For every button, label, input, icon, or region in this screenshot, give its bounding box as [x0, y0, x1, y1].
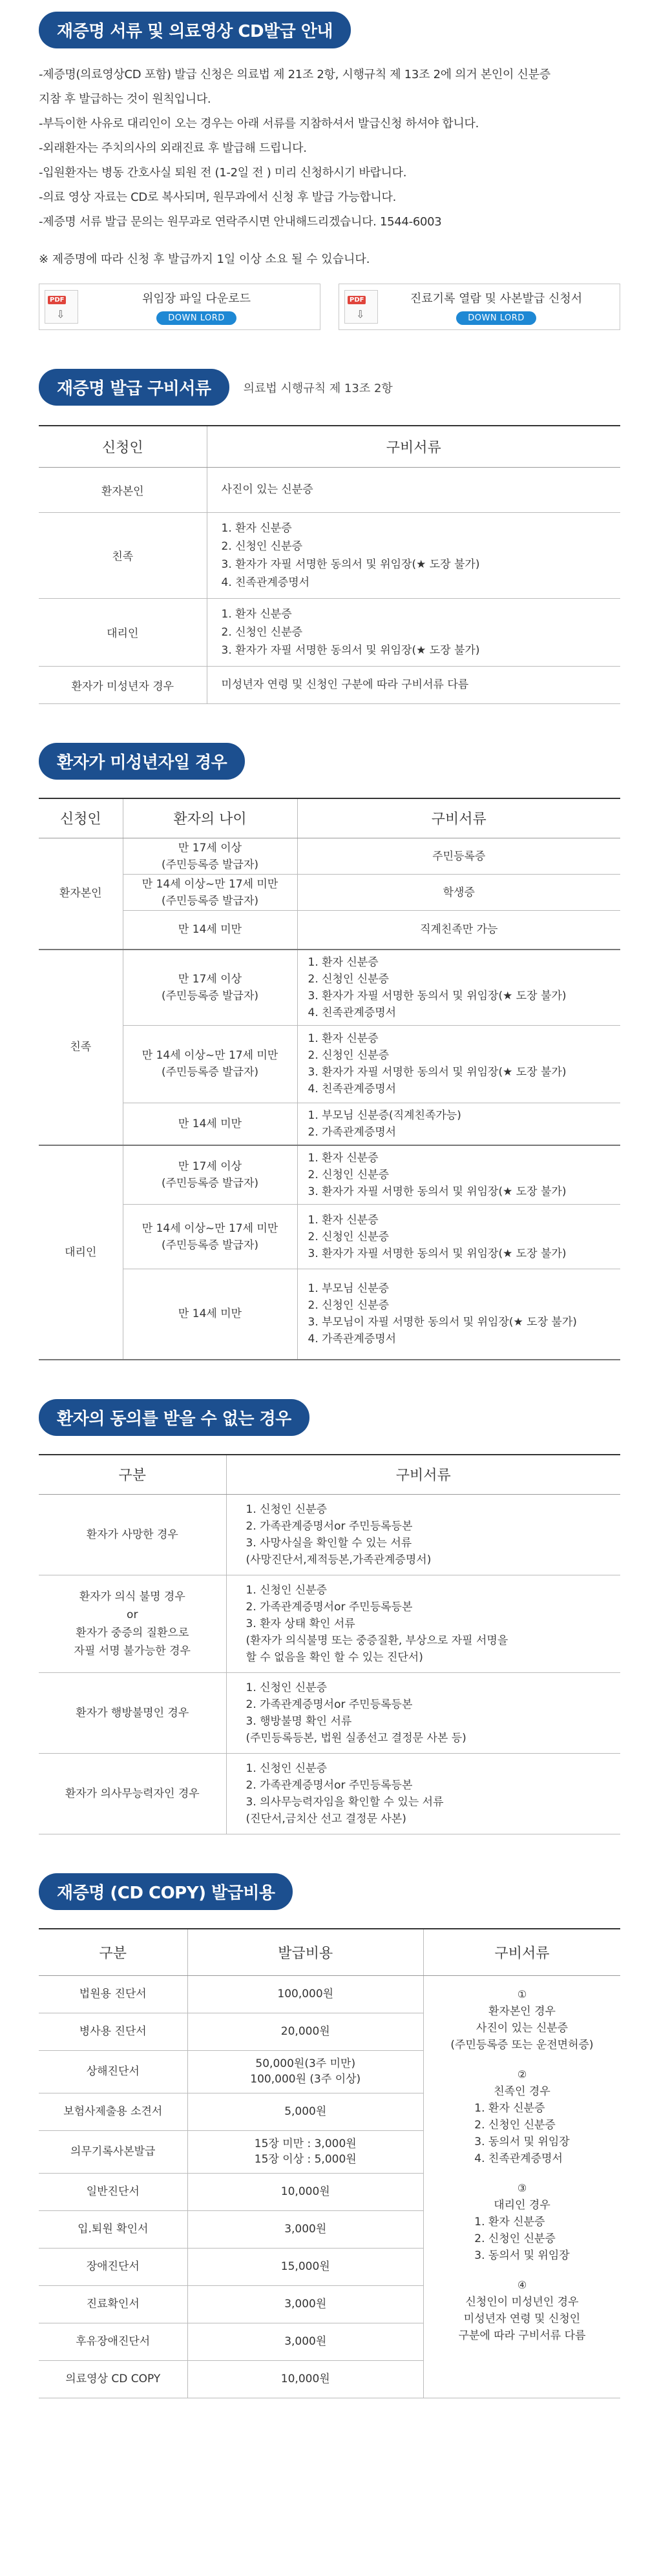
doc-line: (사망진단서,제적등본,가족관계증명서) — [246, 1553, 432, 1566]
table-header: 신청인 — [39, 426, 207, 467]
case-line: 환자가 의식 불명 경우 — [79, 1590, 185, 1603]
section-title: 재증명 발급 구비서류 — [39, 369, 229, 406]
docs-list-item: 2. 신청인 신분증 — [474, 2232, 556, 2245]
docs-cell — [207, 598, 620, 666]
required-docs-table — [39, 425, 620, 704]
age-line: (주민등록증 발급자) — [161, 1176, 259, 1190]
doc-line: 1. 신청인 신분증 — [246, 1681, 328, 1694]
age-cell — [123, 1025, 297, 1103]
doc-line: 직계친족만 가능 — [420, 923, 498, 937]
intro-line: -외래환자는 주치의사의 외래진료 후 발급해 드립니다. — [39, 141, 307, 155]
fee-line: 5,000원 — [284, 2105, 327, 2118]
age-line: 만 14세 이상~만 17세 미만 — [141, 1221, 278, 1235]
fee-line: 20,000원 — [280, 2025, 330, 2038]
age-line: 만 17세 이상 — [178, 841, 242, 855]
doc-line: 4. 친족관계증명서 — [221, 576, 310, 589]
case-line: 환자가 사망한 경우 — [86, 1528, 178, 1541]
fee-cell — [187, 2093, 424, 2130]
docs-block — [429, 2180, 615, 2264]
section-subtitle: 의료법 시행규칙 제 13조 2항 — [243, 381, 393, 395]
table-header: 구비서류 — [297, 798, 620, 838]
age-line: 만 14세 이상~만 17세 미만 — [141, 1049, 278, 1062]
case-line: 환자가 중증의 질환으로 — [76, 1626, 189, 1639]
fee-table — [39, 1928, 424, 2398]
doc-line: 사진이 있는 신분증 — [221, 483, 313, 496]
download-link[interactable] — [39, 284, 320, 330]
docs-cell — [297, 1103, 620, 1145]
docs-list-item: 1. 환자 신분증 — [474, 2216, 545, 2228]
docs-line: 구분에 따라 구비서류 다름 — [458, 2329, 586, 2342]
intro-line: -제증명 서류 발급 문의는 원무과로 연락주시면 안내해드리겠습니다. 1544-6003 — [39, 215, 442, 229]
table-row — [39, 2013, 424, 2050]
docs-cell — [297, 911, 620, 950]
doc-line: 2. 가족관계증명서or 주민등록등본 — [246, 1601, 413, 1614]
minor-docs-table — [39, 798, 620, 1360]
doc-line: 2. 신청인 신분증 — [308, 1049, 390, 1062]
doc-name-cell: 상해진단서 — [39, 2050, 187, 2093]
docs-cell — [226, 1673, 620, 1754]
age-line: (주민등록증 발급자) — [161, 858, 259, 871]
doc-line: 3. 환자가 자필 서명한 동의서 및 위임장(★ 도장 불가) — [221, 557, 480, 571]
docs-cell — [207, 467, 620, 512]
case-cell — [39, 1673, 226, 1754]
pdf-icon: PDF ⇩ — [45, 290, 78, 324]
section-intro — [39, 12, 620, 330]
fee-line: 15,000원 — [280, 2260, 330, 2273]
notice-text: ※ 제증명에 따라 신청 후 발급까지 1일 이상 소요 될 수 있습니다. — [39, 253, 370, 266]
docs-line: 사진이 있는 신분증 — [476, 2022, 569, 2035]
doc-line: 4. 친족관계증명서 — [308, 1083, 397, 1096]
docs-list-item: 3. 동의서 및 위임장 — [474, 2249, 570, 2262]
doc-line: 주민등록증 — [432, 849, 486, 863]
doc-line: (환자가 의식불명 또는 중증질환, 부상으로 자필 서명을 — [246, 1634, 508, 1647]
case-line: or — [127, 1608, 138, 1621]
doc-line: 할 수 없음을 확인 할 수 있는 진단서) — [246, 1651, 423, 1664]
docs-cell — [207, 512, 620, 598]
age-line: (주민등록증 발급자) — [161, 1066, 259, 1079]
docs-block — [429, 2066, 615, 2167]
docs-list-item: 3. 동의서 및 위임장 — [474, 2135, 570, 2148]
table-header: 구비서류 — [424, 1929, 620, 1976]
doc-line: 2. 가족관계증명서 — [308, 1125, 397, 1139]
doc-line: 2. 신청인 신분증 — [308, 972, 390, 986]
docs-block — [429, 2277, 615, 2344]
table-row — [39, 1269, 620, 1360]
fee-docs-panel — [424, 1928, 620, 2398]
fee-line: 3,000원 — [284, 2298, 327, 2311]
doc-name-cell: 보험사제출용 소견서 — [39, 2093, 187, 2130]
docs-line: 환자본인 경우 — [488, 2005, 556, 2018]
fee-line: 3,000원 — [284, 2335, 327, 2348]
table-row — [39, 2323, 424, 2360]
age-cell — [123, 1145, 297, 1205]
doc-line: 2. 신청인 신분증 — [308, 1230, 390, 1243]
doc-line: 4. 친족관계증명서 — [308, 1006, 397, 1019]
age-cell — [123, 1205, 297, 1269]
table-row — [39, 2360, 424, 2398]
doc-name-cell: 후유장애진단서 — [39, 2323, 187, 2360]
docs-list — [474, 2100, 569, 2167]
docs-number: ④ — [517, 2279, 527, 2291]
doc-line: 1. 부모님 신분증 — [308, 1282, 390, 1296]
table-row — [39, 1975, 424, 2013]
download-row — [39, 284, 620, 330]
doc-name-cell: 진료확인서 — [39, 2285, 187, 2323]
fee-line: 10,000원 — [280, 2185, 330, 2198]
age-line: (주민등록증 발급자) — [161, 1238, 259, 1252]
intro-line: -의료 영상 자료는 CD로 복사되며, 원무과에서 신청 후 발급 가능합니다. — [39, 191, 397, 204]
table-row — [39, 1205, 620, 1269]
table-row — [39, 467, 620, 512]
docs-cell — [297, 1145, 620, 1205]
fee-cell — [187, 2013, 424, 2050]
age-cell — [123, 875, 297, 911]
age-line: 만 17세 이상 — [178, 1159, 242, 1173]
fee-line: 3,000원 — [284, 2223, 327, 2236]
table-row — [39, 911, 620, 950]
doc-name-cell: 일반진단서 — [39, 2173, 187, 2210]
doc-line: 2. 신청인 신분증 — [308, 1299, 390, 1313]
docs-cell — [297, 838, 620, 875]
age-line: (주민등록증 발급자) — [161, 989, 259, 1002]
case-line: 환자가 행방불명인 경우 — [76, 1707, 189, 1719]
doc-line: 2. 가족관계증명서or 주민등록등본 — [246, 1520, 413, 1533]
download-text — [78, 289, 315, 325]
section-fees — [39, 1873, 620, 2398]
doc-line: 3. 행방불명 확인 서류 — [246, 1715, 352, 1728]
fee-line: 100,000원 — [277, 1988, 334, 2000]
docs-cell — [297, 875, 620, 911]
applicant-cell: 친족 — [39, 512, 207, 598]
fee-cell — [187, 2050, 424, 2093]
case-cell — [39, 1754, 226, 1834]
download-label: 위임장 파일 다운로드 — [142, 291, 251, 306]
section-title: 재증명 (CD COPY) 발급비용 — [39, 1873, 293, 1910]
table-row — [39, 1103, 620, 1145]
docs-list — [474, 2214, 569, 2264]
doc-line: 2. 가족관계증명서or 주민등록등본 — [246, 1779, 413, 1792]
intro-line: 지참 후 발급하는 것이 원칙입니다. — [39, 92, 211, 106]
download-text — [378, 289, 614, 325]
table-row — [39, 1673, 620, 1754]
table-row — [39, 1754, 620, 1834]
fee-line: 100,000원 (3주 이상) — [250, 2073, 361, 2086]
docs-list-item: 1. 환자 신분증 — [474, 2102, 545, 2115]
fee-line: 50,000원(3주 미만) — [255, 2057, 356, 2070]
section-title: 환자가 미성년자일 경우 — [39, 743, 245, 780]
table-row — [39, 2210, 424, 2248]
docs-number: ② — [517, 2068, 527, 2081]
intro-text — [39, 63, 620, 234]
docs-cell — [226, 1575, 620, 1673]
case-line: 환자가 의사무능력자인 경우 — [65, 1787, 200, 1800]
doc-line: 4. 가족관계증명서 — [308, 1333, 397, 1346]
fee-cell — [187, 2210, 424, 2248]
doc-line: 1. 환자 신분증 — [221, 521, 292, 535]
doc-name-cell: 병사용 진단서 — [39, 2013, 187, 2050]
doc-line: (진단서,금치산 선고 결정문 사본) — [246, 1813, 406, 1825]
docs-cell — [207, 666, 620, 703]
table-header: 구비서류 — [226, 1455, 620, 1495]
docs-list-item: 2. 신청인 신분증 — [474, 2119, 556, 2132]
docs-cell — [297, 1205, 620, 1269]
section-title: 환자의 동의를 받을 수 없는 경우 — [39, 1399, 309, 1436]
table-header: 구분 — [39, 1929, 187, 1975]
doc-name-cell: 의무기록사본발급 — [39, 2130, 187, 2173]
age-cell — [123, 950, 297, 1026]
age-line: 만 14세 미만 — [178, 923, 242, 937]
doc-line: 3. 환자가 자필 서명한 동의서 및 위임장(★ 도장 불가) — [308, 1185, 567, 1198]
doc-name-cell: 의료영상 CD COPY — [39, 2360, 187, 2398]
doc-line: 3. 환자가 자필 서명한 동의서 및 위임장(★ 도장 불가) — [308, 1066, 567, 1079]
table-header: 구분 — [39, 1455, 226, 1495]
table-row — [39, 2173, 424, 2210]
docs-number: ① — [517, 1988, 527, 2000]
case-cell — [39, 1495, 226, 1575]
doc-line: 1. 환자 신분증 — [308, 1213, 379, 1227]
download-button[interactable]: DOWN LORD — [156, 311, 236, 325]
applicant-cell: 환자본인 — [39, 838, 123, 950]
case-line: 자필 서명 불가능한 경우 — [74, 1645, 191, 1657]
doc-line: 3. 부모님이 자필 서명한 동의서 및 위임장(★ 도장 불가) — [308, 1316, 577, 1329]
fee-cell — [187, 2173, 424, 2210]
docs-line: 신청인이 미성년인 경우 — [465, 2296, 579, 2309]
intro-line: -부득이한 사유로 대리인이 오는 경우는 아래 서류를 지참하셔서 발급신청 하셔야 합니다. — [39, 117, 479, 130]
doc-line: 1. 환자 신분증 — [221, 607, 292, 621]
section-no-consent — [39, 1399, 620, 1835]
table-row — [39, 950, 620, 1026]
doc-line: 미성년자 연령 및 신청인 구분에 따라 구비서류 다름 — [221, 678, 469, 691]
docs-cell — [226, 1495, 620, 1575]
docs-cell — [226, 1754, 620, 1834]
fee-line: 15장 이상 : 5,000원 — [254, 2153, 357, 2166]
intro-line: -입원환자는 병동 간호사실 퇴원 전 (1-2일 전 ) 미리 신청하시기 바랍니다. — [39, 166, 407, 180]
download-button[interactable]: DOWN LORD — [456, 311, 536, 325]
applicant-cell: 환자가 미성년자 경우 — [39, 666, 207, 703]
docs-cell — [297, 1269, 620, 1360]
section-title: 재증명 서류 및 의료영상 CD발급 안내 — [39, 12, 351, 48]
section-required-docs — [39, 369, 620, 704]
doc-line: 3. 환자가 자필 서명한 동의서 및 위임장(★ 도장 불가) — [221, 643, 480, 657]
table-row — [39, 875, 620, 911]
doc-line: 3. 환자가 자필 서명한 동의서 및 위임장(★ 도장 불가) — [308, 1247, 567, 1260]
docs-line: 대리인 경우 — [494, 2199, 550, 2212]
fee-line: 15장 미만 : 3,000원 — [254, 2137, 357, 2150]
doc-line: 2. 신청인 신분증 — [221, 625, 303, 639]
table-header: 발급비용 — [187, 1929, 424, 1975]
doc-name-cell: 입.퇴원 확인서 — [39, 2210, 187, 2248]
doc-line: 3. 환자가 자필 서명한 동의서 및 위임장(★ 도장 불가) — [308, 989, 567, 1002]
doc-line: (주민등록등본, 법원 실종선고 결정문 사본 등) — [246, 1732, 466, 1745]
docs-number: ③ — [517, 2182, 527, 2194]
table-header: 신청인 — [39, 798, 123, 838]
docs-list-item: 4. 친족관계증명서 — [474, 2152, 563, 2165]
download-link[interactable] — [339, 284, 620, 330]
table-row — [39, 838, 620, 875]
table-header: 환자의 나이 — [123, 798, 297, 838]
case-cell — [39, 1575, 226, 1673]
doc-line: 1. 환자 신분증 — [308, 1151, 379, 1165]
applicant-cell: 환자본인 — [39, 467, 207, 512]
no-consent-table — [39, 1454, 620, 1835]
table-row — [39, 2050, 424, 2093]
age-line: 만 14세 이상~만 17세 미만 — [141, 877, 278, 891]
age-cell — [123, 911, 297, 950]
age-cell — [123, 838, 297, 875]
fee-cell — [187, 2360, 424, 2398]
table-row — [39, 2130, 424, 2173]
doc-line: 2. 신청인 신분증 — [221, 539, 303, 553]
age-cell — [123, 1103, 297, 1145]
age-line: 만 14세 미만 — [178, 1117, 242, 1130]
doc-line: 3. 의사무능력자임을 확인할 수 있는 서류 — [246, 1796, 444, 1809]
doc-line: 1. 부모님 신분증(직계친족가능) — [308, 1108, 461, 1122]
docs-cell — [297, 1025, 620, 1103]
doc-line: 1. 환자 신분증 — [308, 1032, 379, 1045]
doc-line: 1. 환자 신분증 — [308, 955, 379, 969]
table-row — [39, 512, 620, 598]
doc-line: 1. 신청인 신분증 — [246, 1762, 328, 1775]
docs-block — [429, 1986, 615, 2053]
docs-line: (주민등록증 또는 운전면허증) — [450, 2039, 594, 2051]
table-row — [39, 2285, 424, 2323]
applicant-cell: 대리인 — [39, 598, 207, 666]
age-line: 만 17세 이상 — [178, 972, 242, 986]
table-row — [39, 2093, 424, 2130]
doc-line: 1. 신청인 신분증 — [246, 1584, 328, 1597]
table-row — [39, 1025, 620, 1103]
docs-line: 미성년자 연령 및 신청인 — [463, 2312, 581, 2325]
doc-name-cell: 장애진단서 — [39, 2248, 187, 2285]
docs-line: 친족인 경우 — [494, 2085, 550, 2098]
table-row — [39, 666, 620, 703]
doc-line: 3. 사망사실을 확인할 수 있는 서류 — [246, 1537, 412, 1550]
doc-line: 1. 신청인 신분증 — [246, 1503, 328, 1516]
doc-line: 2. 신청인 신분증 — [308, 1168, 390, 1181]
doc-line: 2. 가족관계증명서or 주민등록등본 — [246, 1698, 413, 1711]
table-row — [39, 2248, 424, 2285]
age-line: 만 14세 미만 — [178, 1307, 242, 1321]
applicant-cell: 친족 — [39, 950, 123, 1145]
download-label: 진료기록 열람 및 사본발급 신청서 — [410, 291, 583, 306]
age-cell — [123, 1269, 297, 1360]
pdf-icon: PDF ⇩ — [344, 290, 378, 324]
table-header: 구비서류 — [207, 426, 620, 467]
table-row — [39, 1575, 620, 1673]
fee-cell — [187, 1975, 424, 2013]
docs-cell — [297, 950, 620, 1026]
section-minor — [39, 743, 620, 1360]
fee-cell — [187, 2323, 424, 2360]
doc-line: 3. 환자 상태 확인 서류 — [246, 1617, 355, 1630]
fee-cell — [187, 2248, 424, 2285]
fee-line: 10,000원 — [280, 2373, 330, 2385]
table-row — [39, 1495, 620, 1575]
fee-cell — [187, 2130, 424, 2173]
table-row — [39, 598, 620, 666]
age-line: (주민등록증 발급자) — [161, 894, 259, 908]
applicant-cell: 대리인 — [39, 1145, 123, 1360]
fee-cell — [187, 2285, 424, 2323]
intro-line: -제증명(의료영상CD 포함) 발급 신청은 의료법 제 21조 2항, 시행규칙 제 13조 2에 의거 본인이 신분증 — [39, 68, 550, 81]
doc-name-cell: 법원용 진단서 — [39, 1975, 187, 2013]
doc-line: 학생증 — [443, 886, 475, 899]
table-row — [39, 1145, 620, 1205]
